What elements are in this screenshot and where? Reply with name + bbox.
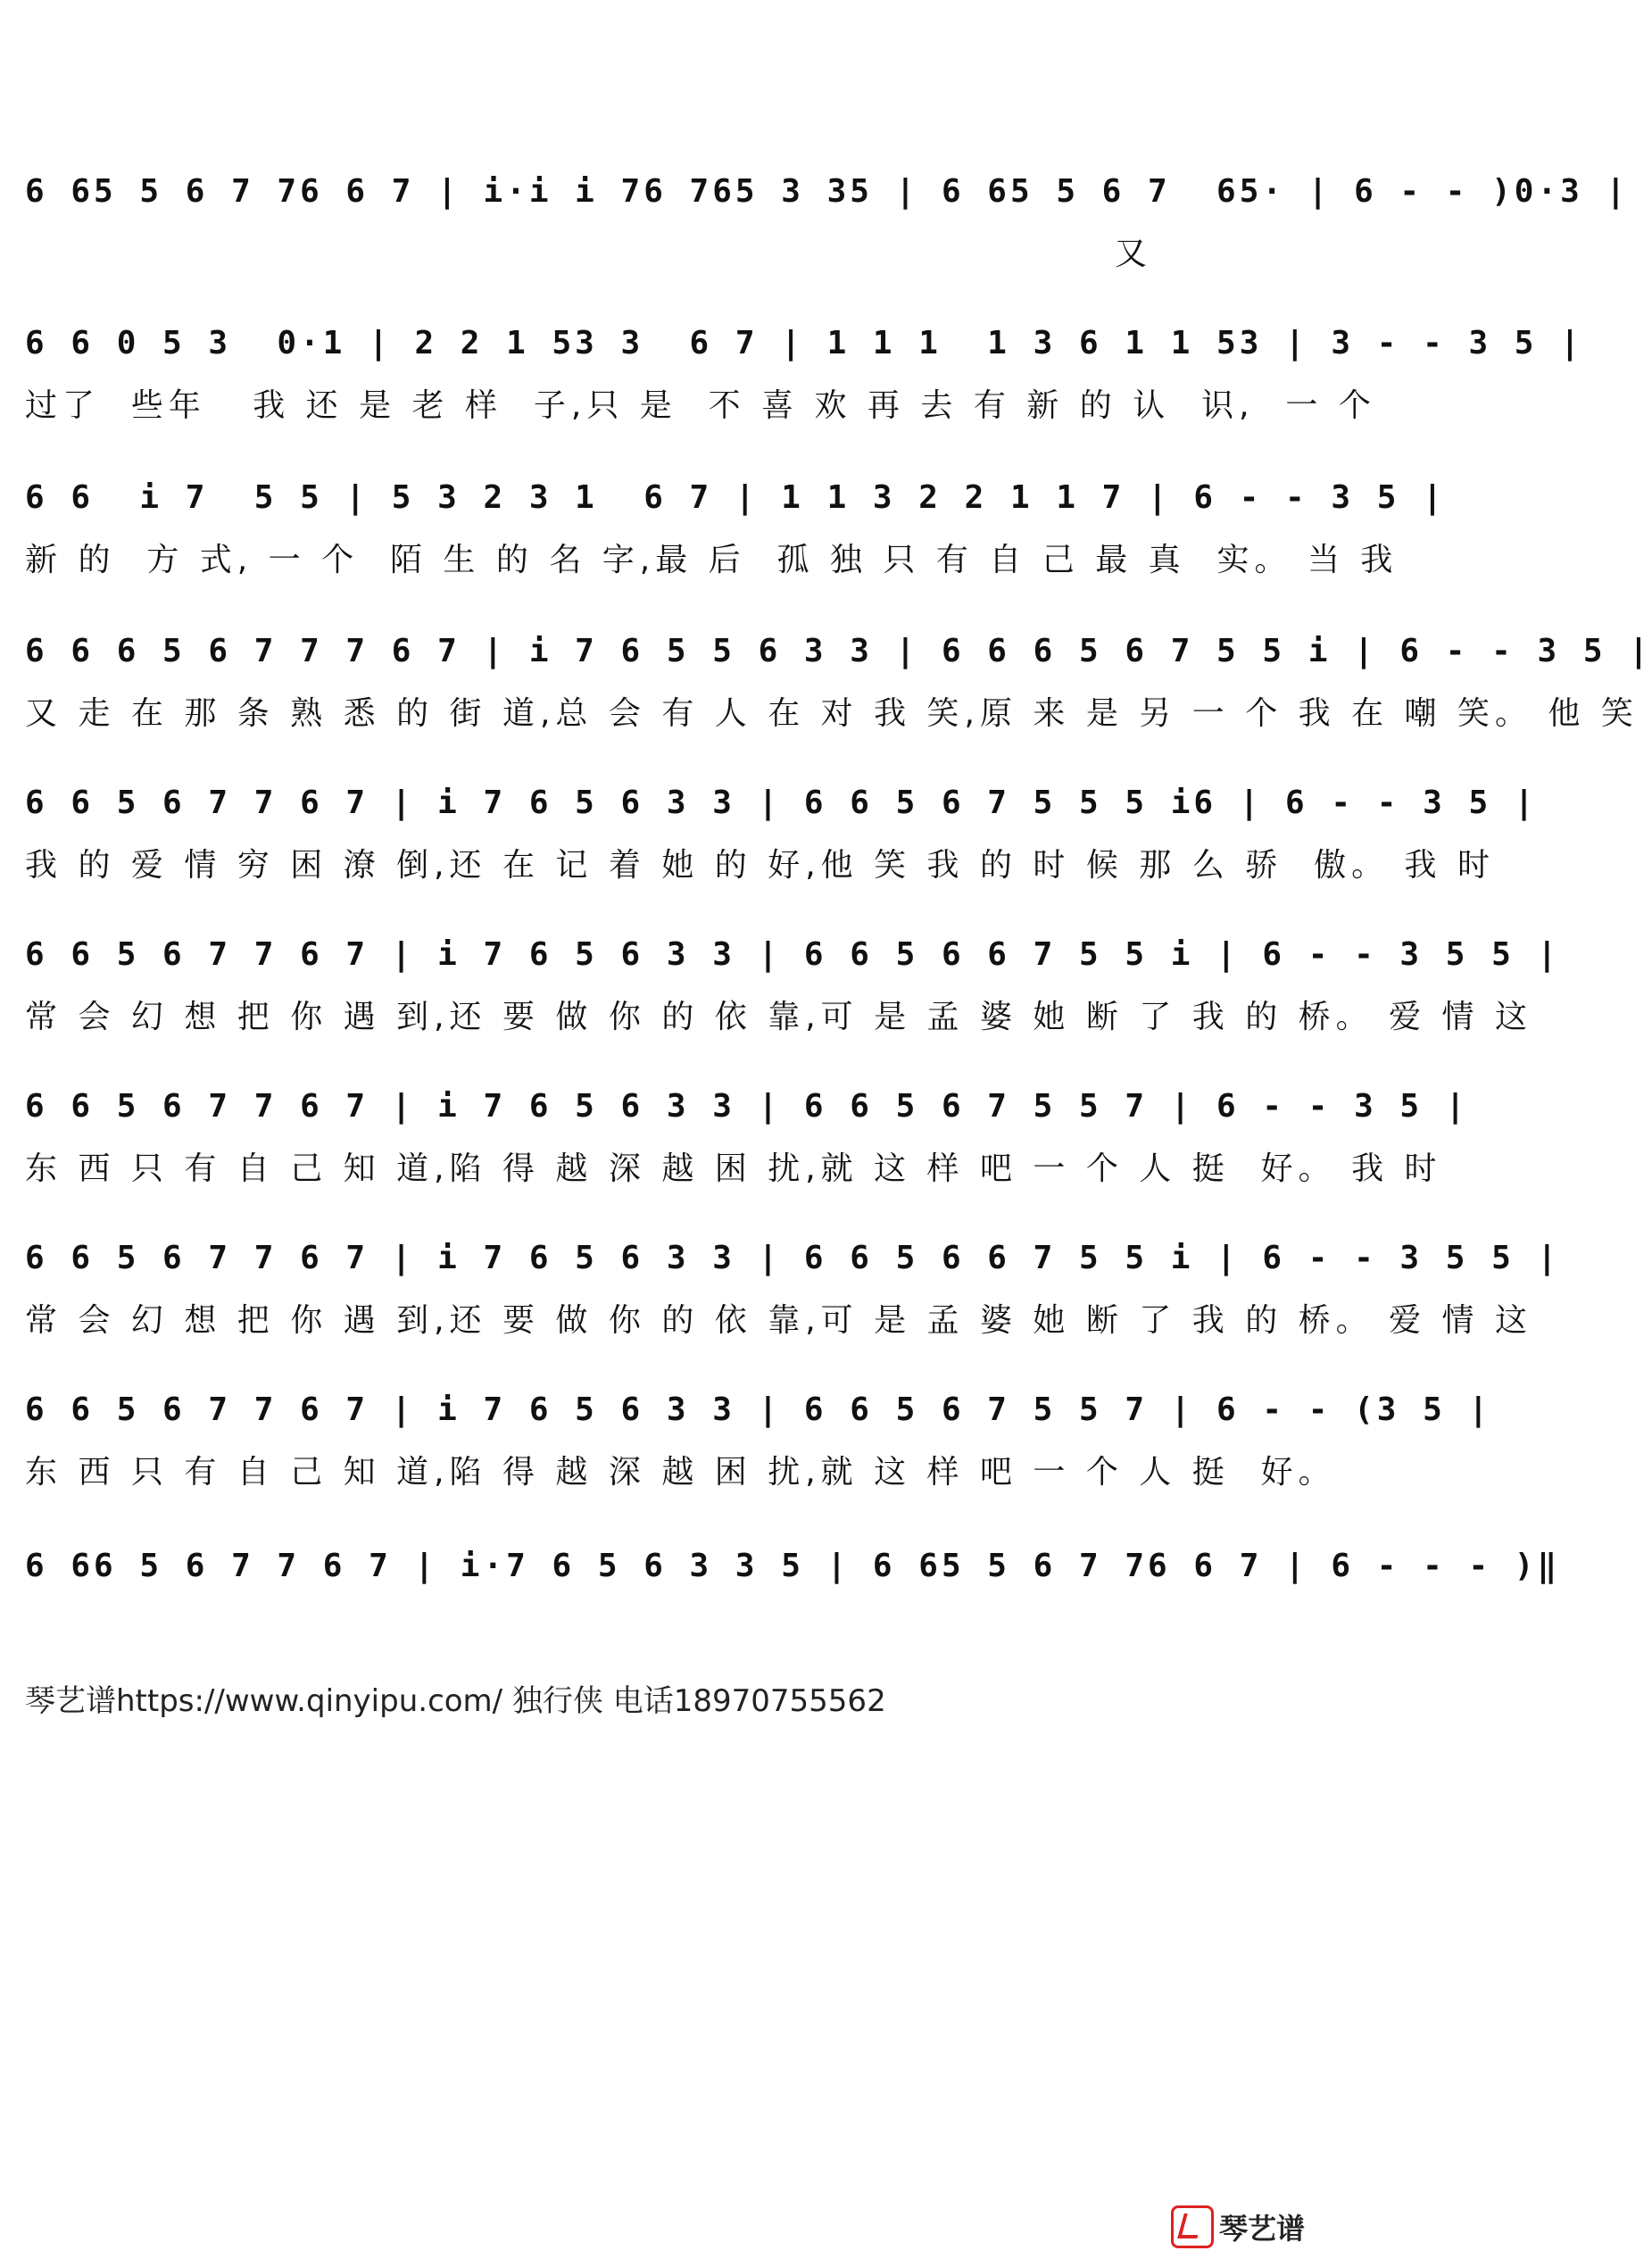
lyrics-line: 又 走 在 那 条 熟 悉 的 街 道,总 会 有 人 在 对 我 笑,原 来 是 另 一 个 我 在 嘲 笑。 他 笑 xyxy=(25,695,1639,732)
lyrics-line: 过了 些年 我 还 是 老 样 子,只 是 不 喜 欢 再 去 有 新 的 认 识, 一 个 xyxy=(25,387,1376,424)
notation-line: 6 6 5 6 7 7 6 7 | i 7 6 5 6 3 3 | 6 6 5 6 7 5 5 7 | 6 - - 3 5 | xyxy=(25,1088,1469,1125)
score-system xyxy=(0,317,1583,478)
notation-line: 6 6 5 6 7 7 6 7 | i 7 6 5 6 3 3 | 6 6 5 6 6 7 5 5 i | 6 - - 3 5 5 | xyxy=(25,1240,1561,1276)
lyrics-line: 新 的 方 式, 一 个 陌 生 的 名 字,最 后 孤 独 只 有 自 己 最 真 实。 当 我 xyxy=(25,542,1399,578)
score-system xyxy=(0,1080,1469,1241)
score-system xyxy=(0,1232,1561,1392)
notation-line: 6 6 6 5 6 7 7 7 6 7 | i 7 6 5 5 6 3 3 | 6 6 6 5 6 7 5 5 i | 6 - - 3 5 | xyxy=(25,633,1652,669)
watermark-logo xyxy=(1171,2205,1314,2249)
score-system xyxy=(0,471,1446,632)
lyrics-line: 常 会 幻 想 把 你 遇 到,还 要 做 你 的 依 靠,可 是 孟 婆 她 断 了 我 的 桥。 爱 情 这 xyxy=(25,999,1532,1035)
footer-credit: 琴艺谱https://www.qinyipu.com/ 独行侠 电话18970755562 xyxy=(25,1683,886,1719)
logo-text: 琴艺谱 xyxy=(1219,2212,1306,2246)
lyrics-line: 我 的 爱 情 穷 困 潦 倒,还 在 记 着 她 的 好,他 笑 我 的 时 候 那 么 骄 傲。 我 时 xyxy=(25,847,1495,884)
notation-line: 6 65 5 6 7 76 6 7 | i·i i 76 765 3 35 | 6 65 5 6 7 65· | 6 - - )0·3 | xyxy=(25,173,1630,210)
notation-line: 6 66 5 6 7 7 6 7 | i·7 6 5 6 3 3 5 | 6 65 5 6 7 76 6 7 | 6 - - - )‖ xyxy=(25,1548,1561,1584)
notation-line: 6 6 5 6 7 7 6 7 | i 7 6 5 6 3 3 | 6 6 5 6 6 7 5 5 i | 6 - - 3 5 5 | xyxy=(25,936,1561,973)
lyrics-line: 又 xyxy=(25,236,1153,272)
qinyipu-logo-icon xyxy=(1171,2205,1214,2248)
notation-line: 6 6 i 7 5 5 | 5 3 2 3 1 6 7 | 1 1 3 2 2 1 1 7 | 6 - - 3 5 | xyxy=(25,479,1446,516)
lyrics-line: 东 西 只 有 自 己 知 道,陷 得 越 深 越 困 扰,就 这 样 吧 一 个 人 挺 好。 我 时 xyxy=(25,1150,1442,1187)
score-system xyxy=(0,625,1652,785)
score-system xyxy=(0,928,1561,1089)
lyrics-line: 常 会 幻 想 把 你 遇 到,还 要 做 你 的 依 靠,可 是 孟 婆 她 断 了 我 的 桥。 爱 情 这 xyxy=(25,1302,1532,1339)
lyrics-line: 东 西 只 有 自 己 知 道,陷 得 越 深 越 困 扰,就 这 样 吧 一 个 人 挺 好。 xyxy=(25,1454,1336,1491)
notation-line: 6 6 0 5 3 0·1 | 2 2 1 53 3 6 7 | 1 1 1 1 3 6 1 1 53 | 3 - - 3 5 | xyxy=(25,325,1583,361)
score-system xyxy=(0,1383,1492,1544)
score-system xyxy=(0,777,1538,937)
notation-line: 6 6 5 6 7 7 6 7 | i 7 6 5 6 3 3 | 6 6 5 6 7 5 5 7 | 6 - - (3 5 | xyxy=(25,1391,1492,1428)
notation-line: 6 6 5 6 7 7 6 7 | i 7 6 5 6 3 3 | 6 6 5 6 7 5 5 5 i6 | 6 - - 3 5 | xyxy=(25,785,1538,821)
lyrics-line xyxy=(25,1604,1319,1654)
score-system xyxy=(0,165,1630,326)
